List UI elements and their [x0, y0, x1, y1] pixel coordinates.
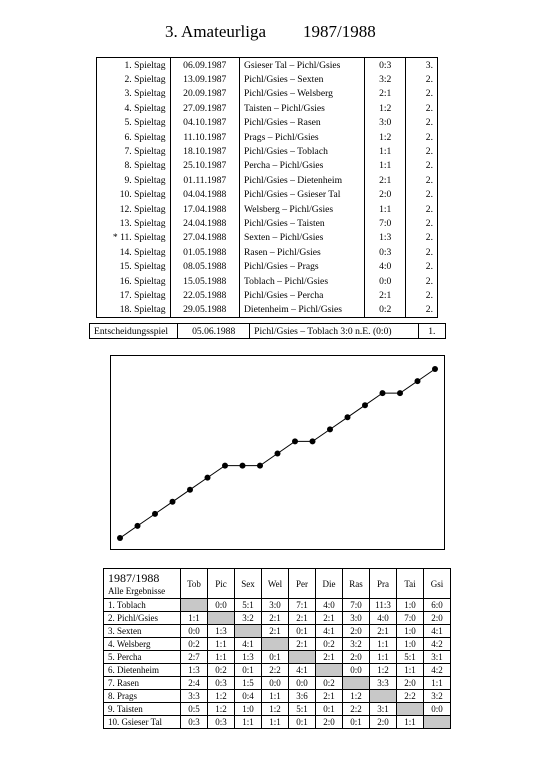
match-pairing: Pichl/Gsies – Dietenheim [239, 173, 364, 187]
schedule-row [97, 87, 438, 101]
decider-match: Pichl/Gsies – Toblach 3:0 n.E. (0:0) [250, 324, 419, 339]
matrix-row [104, 599, 451, 612]
schedule-row [97, 259, 438, 273]
table-position: 3. [406, 58, 438, 73]
match-score: 0:3 [365, 58, 406, 73]
chart-point [275, 451, 281, 457]
matrix-diagonal-cell [208, 612, 235, 625]
match-date: 15.05.1988 [170, 274, 239, 288]
matrix-row [104, 703, 451, 716]
matrix-result-cell: 1:2 [262, 703, 289, 716]
matchday: 3. Spieltag [97, 87, 171, 101]
chart-point [327, 426, 333, 432]
matchday: 10. Spieltag [97, 188, 171, 202]
matchday: 8. Spieltag [97, 159, 171, 173]
matrix-result-cell: 1:2 [208, 690, 235, 703]
table-position: 2. [406, 101, 438, 115]
match-score: 2:0 [365, 188, 406, 202]
matrix-team-name: 5. Percha [104, 651, 181, 664]
matrix-row [104, 612, 451, 625]
chart-point [205, 475, 211, 481]
matrix-result-cell: 1:0 [397, 638, 424, 651]
table-position: 2. [406, 274, 438, 288]
match-pairing: Pichl/Gsies – Percha [239, 288, 364, 302]
matrix-result-cell: 1:1 [208, 651, 235, 664]
matrix-result-cell: 0:0 [289, 677, 316, 690]
chart-point [310, 438, 316, 444]
match-pairing: Gsieser Tal – Pichl/Gsies [239, 58, 364, 73]
matrix-result-cell: 0:3 [208, 677, 235, 690]
match-date: 24.04.1988 [170, 216, 239, 230]
matchday: 18. Spieltag [97, 303, 171, 318]
match-score: 0:0 [365, 274, 406, 288]
matrix-result-cell: 3:3 [370, 677, 397, 690]
matchday: 9. Spieltag [97, 173, 171, 187]
match-score: 2:1 [365, 87, 406, 101]
matrix-result-cell: 4:1 [424, 625, 451, 638]
table-position: 2. [406, 216, 438, 230]
match-score: 1:1 [365, 202, 406, 216]
matrix-result-cell: 2:1 [316, 651, 343, 664]
matrix-diagonal-cell [316, 664, 343, 677]
matrix-result-cell: 0:1 [262, 651, 289, 664]
matrix-column-header: Ras [343, 569, 370, 599]
schedule-row [97, 173, 438, 187]
match-date: 17.04.1988 [170, 202, 239, 216]
match-score: 1:1 [365, 159, 406, 173]
decider-label: Entscheidungsspiel [90, 324, 178, 339]
match-score: 3:0 [365, 116, 406, 130]
matrix-column-header: Tob [181, 569, 208, 599]
matrix-result-cell: 2:1 [316, 612, 343, 625]
match-pairing: Toblach – Pichl/Gsies [239, 274, 364, 288]
chart-point [222, 463, 228, 469]
matrix-result-cell: 2:2 [262, 664, 289, 677]
matrix-result-cell: 0:5 [181, 703, 208, 716]
matrix-result-cell: 5:1 [397, 651, 424, 664]
matrix-diagonal-cell [289, 651, 316, 664]
match-pairing: Pichl/Gsies – Toblach [239, 144, 364, 158]
matchday: 16. Spieltag [97, 274, 171, 288]
matrix-result-cell: 1:2 [208, 703, 235, 716]
matrix-result-cell: 3:1 [370, 703, 397, 716]
matrix-result-cell: 1:1 [370, 638, 397, 651]
matrix-row [104, 690, 451, 703]
matrix-result-cell: 1:1 [370, 651, 397, 664]
matrix-result-cell: 3:2 [424, 690, 451, 703]
match-pairing: Percha – Pichl/Gsies [239, 159, 364, 173]
matrix-result-cell: 0:3 [208, 716, 235, 729]
matchday: 12. Spieltag [97, 202, 171, 216]
match-pairing: Pichl/Gsies – Taisten [239, 216, 364, 230]
matchday: * 11. Spieltag [97, 231, 171, 245]
matrix-column-header: Pra [370, 569, 397, 599]
match-date: 06.09.1987 [170, 58, 239, 73]
matrix-result-cell: 1:3 [208, 625, 235, 638]
matrix-result-cell: 1:0 [397, 625, 424, 638]
match-score: 1:3 [365, 231, 406, 245]
matchday: 14. Spieltag [97, 245, 171, 259]
match-date: 04.10.1987 [170, 116, 239, 130]
matrix-result-cell: 1:3 [235, 651, 262, 664]
matrix-result-cell: 2:1 [316, 690, 343, 703]
match-date: 01.11.1987 [170, 173, 239, 187]
matrix-team-name: 10. Gsieser Tal [104, 716, 181, 729]
matrix-row [104, 716, 451, 729]
matrix-result-cell: 0:1 [343, 716, 370, 729]
matrix-result-cell: 5:1 [235, 599, 262, 612]
matrix-result-cell: 1:2 [370, 664, 397, 677]
matrix-result-cell: 2:0 [343, 625, 370, 638]
schedule-table [96, 57, 438, 318]
matrix-result-cell: 3:1 [424, 651, 451, 664]
matrix-diagonal-cell [343, 677, 370, 690]
matrix-result-cell: 1:1 [235, 716, 262, 729]
matrix-result-cell: 0:1 [235, 664, 262, 677]
matrix-result-cell: 1:1 [208, 638, 235, 651]
matrix-team-name: 2. Pichl/Gsies [104, 612, 181, 625]
matrix-result-cell: 2:1 [262, 612, 289, 625]
matchday: 5. Spieltag [97, 116, 171, 130]
table-position: 2. [406, 116, 438, 130]
table-position: 2. [406, 288, 438, 302]
match-score: 1:1 [365, 144, 406, 158]
matrix-diagonal-cell [397, 703, 424, 716]
match-date: 18.10.1987 [170, 144, 239, 158]
matrix-column-header: Wel [262, 569, 289, 599]
matrix-result-cell: 2:0 [316, 716, 343, 729]
chart-point [415, 378, 421, 384]
match-score: 2:1 [365, 288, 406, 302]
table-position: 2. [406, 202, 438, 216]
match-date: 04.04.1988 [170, 188, 239, 202]
match-score: 0:2 [365, 303, 406, 318]
match-date: 01.05.1988 [170, 245, 239, 259]
matrix-result-cell: 4:1 [235, 638, 262, 651]
match-pairing: Prags – Pichl/Gsies [239, 130, 364, 144]
matrix-result-cell: 2:1 [370, 625, 397, 638]
matrix-column-header: Sex [235, 569, 262, 599]
match-pairing: Dietenheim – Pichl/Gsies [239, 303, 364, 318]
matrix-result-cell: 2:0 [343, 651, 370, 664]
match-pairing: Rasen – Pichl/Gsies [239, 245, 364, 259]
table-position: 2. [406, 303, 438, 318]
schedule-row [97, 101, 438, 115]
matrix-result-cell: 2:4 [181, 677, 208, 690]
matrix-column-header: Per [289, 569, 316, 599]
matrix-result-cell: 0:2 [316, 638, 343, 651]
matrix-diagonal-cell [370, 690, 397, 703]
matrix-result-cell: 0:1 [289, 716, 316, 729]
match-pairing: Welsberg – Pichl/Gsies [239, 202, 364, 216]
match-date: 29.05.1988 [170, 303, 239, 318]
matrix-team-name: 4. Welsberg [104, 638, 181, 651]
matrix-result-cell: 2:1 [289, 638, 316, 651]
schedule-row [97, 288, 438, 302]
matchday: 4. Spieltag [97, 101, 171, 115]
matrix-result-cell: 1:5 [235, 677, 262, 690]
matrix-column-header: Pic [208, 569, 235, 599]
schedule-row [97, 130, 438, 144]
matrix-result-cell: 0:0 [262, 677, 289, 690]
matrix-result-cell: 0:2 [208, 664, 235, 677]
matrix-result-cell: 1:1 [262, 690, 289, 703]
table-position: 2. [406, 144, 438, 158]
match-score: 3:2 [365, 72, 406, 86]
matrix-row [104, 638, 451, 651]
match-date: 27.04.1988 [170, 231, 239, 245]
matrix-result-cell: 1:2 [343, 690, 370, 703]
table-position: 2. [406, 72, 438, 86]
matrix-result-cell: 3:6 [289, 690, 316, 703]
matrix-team-name: 7. Rasen [104, 677, 181, 690]
matrix-result-cell: 0:1 [289, 625, 316, 638]
chart-point [432, 366, 438, 372]
schedule-row [97, 274, 438, 288]
matrix-result-cell: 5:1 [289, 703, 316, 716]
matrix-team-name: 6. Dietenheim [104, 664, 181, 677]
matchday: 15. Spieltag [97, 259, 171, 273]
matrix-corner [104, 569, 181, 599]
matrix-result-cell: 0:1 [316, 703, 343, 716]
decider-row [90, 324, 446, 339]
match-date: 25.10.1987 [170, 159, 239, 173]
matrix-result-cell: 1:3 [181, 664, 208, 677]
match-date: 27.09.1987 [170, 101, 239, 115]
matrix-result-cell: 4:2 [424, 638, 451, 651]
matrix-result-cell: 7:1 [289, 599, 316, 612]
matrix-result-cell: 3:2 [343, 638, 370, 651]
matrix-result-cell: 4:0 [370, 612, 397, 625]
table-position: 2. [406, 130, 438, 144]
schedule-row [97, 303, 438, 318]
matrix-subtitle: Alle Ergebnisse [108, 586, 166, 596]
schedule-row [97, 159, 438, 173]
match-pairing: Pichl/Gsies – Sexten [239, 72, 364, 86]
matrix-result-cell: 7:0 [343, 599, 370, 612]
table-position: 2. [406, 173, 438, 187]
match-pairing: Pichl/Gsies – Prags [239, 259, 364, 273]
match-date: 11.10.1987 [170, 130, 239, 144]
matrix-result-cell: 1:1 [181, 612, 208, 625]
chart-point [345, 414, 351, 420]
matrix-result-cell: 11:3 [370, 599, 397, 612]
matrix-column-header: Tai [397, 569, 424, 599]
match-pairing: Sexten – Pichl/Gsies [239, 231, 364, 245]
matchday: 17. Spieltag [97, 288, 171, 302]
matrix-result-cell: 2:2 [343, 703, 370, 716]
match-date: 22.05.1988 [170, 288, 239, 302]
matrix-result-cell: 4:0 [316, 599, 343, 612]
matrix-result-cell: 2:1 [289, 612, 316, 625]
decider-pos: 1. [418, 324, 445, 339]
matrix-result-cell: 4:2 [424, 664, 451, 677]
matrix-result-cell: 3:2 [235, 612, 262, 625]
chart-point [362, 402, 368, 408]
matrix-diagonal-cell [424, 716, 451, 729]
matrix-result-cell: 0:0 [424, 703, 451, 716]
schedule-row [97, 144, 438, 158]
chart-point [187, 487, 193, 493]
matrix-result-cell: 2:0 [397, 677, 424, 690]
schedule-row [97, 72, 438, 86]
matrix-diagonal-cell [181, 599, 208, 612]
matrix-result-cell: 0:2 [181, 638, 208, 651]
match-date: 20.09.1987 [170, 87, 239, 101]
matrix-team-name: 8. Prags [104, 690, 181, 703]
matrix-result-cell: 3:0 [262, 599, 289, 612]
matrix-result-cell: 3:3 [181, 690, 208, 703]
decider-date: 05.06.1988 [178, 324, 250, 339]
matrix-result-cell: 2:1 [262, 625, 289, 638]
schedule-row [97, 58, 438, 73]
matrix-result-cell: 0:0 [343, 664, 370, 677]
matrix-team-name: 3. Sexten [104, 625, 181, 638]
matrix-result-cell: 0:0 [181, 625, 208, 638]
table-position: 2. [406, 159, 438, 173]
chart-point [257, 463, 263, 469]
matchday: 2. Spieltag [97, 72, 171, 86]
matrix-result-cell: 1:0 [397, 599, 424, 612]
matrix-result-cell: 1:1 [397, 716, 424, 729]
season-title: 1987/1988 [303, 22, 376, 41]
table-position: 2. [406, 188, 438, 202]
chart-point [135, 523, 141, 529]
matrix-column-header: Die [316, 569, 343, 599]
matrix-result-cell: 1:0 [235, 703, 262, 716]
matrix-year: 1987/1988 [108, 571, 160, 585]
table-position: 2. [406, 231, 438, 245]
matrix-result-cell: 4:1 [289, 664, 316, 677]
matrix-result-cell: 7:0 [397, 612, 424, 625]
table-position: 2. [406, 87, 438, 101]
matchday: 7. Spieltag [97, 144, 171, 158]
schedule-row [97, 188, 438, 202]
matrix-result-cell: 2:0 [370, 716, 397, 729]
matrix-result-cell: 2:7 [181, 651, 208, 664]
matrix-diagonal-cell [262, 638, 289, 651]
schedule-row [97, 116, 438, 130]
matrix-result-cell: 2:2 [397, 690, 424, 703]
matrix-row [104, 664, 451, 677]
matrix-result-cell: 0:0 [208, 599, 235, 612]
chart-point [292, 438, 298, 444]
schedule-row [97, 231, 438, 245]
matrix-column-header: Gsi [424, 569, 451, 599]
match-score: 2:1 [365, 173, 406, 187]
matrix-result-cell: 4:1 [316, 625, 343, 638]
matrix-team-name: 9. Taisten [104, 703, 181, 716]
chart-point [170, 499, 176, 505]
chart-point [397, 390, 403, 396]
chart-point [380, 390, 386, 396]
chart-point [240, 463, 246, 469]
matrix-result-cell: 0:2 [316, 677, 343, 690]
matrix-diagonal-cell [235, 625, 262, 638]
league-title: 3. Amateurliga [165, 22, 267, 41]
points-chart [110, 355, 445, 550]
matrix-result-cell: 1:1 [424, 677, 451, 690]
matchday: 1. Spieltag [97, 58, 171, 73]
matrix-team-name: 1. Toblach [104, 599, 181, 612]
table-position: 2. [406, 259, 438, 273]
match-score: 0:3 [365, 245, 406, 259]
matrix-result-cell: 0:3 [181, 716, 208, 729]
match-score: 1:2 [365, 130, 406, 144]
match-date: 13.09.1987 [170, 72, 239, 86]
matrix-result-cell: 0:4 [235, 690, 262, 703]
matrix-row [104, 677, 451, 690]
matrix-result-cell: 1:1 [397, 664, 424, 677]
decider-table [89, 323, 446, 339]
results-matrix [103, 568, 451, 729]
chart-point [117, 535, 123, 541]
match-pairing: Taisten – Pichl/Gsies [239, 101, 364, 115]
schedule-row [97, 216, 438, 230]
matrix-row [104, 625, 451, 638]
match-score: 1:2 [365, 101, 406, 115]
table-position: 2. [406, 245, 438, 259]
match-pairing: Pichl/Gsies – Gsieser Tal [239, 188, 364, 202]
match-pairing: Pichl/Gsies – Rasen [239, 116, 364, 130]
match-score: 7:0 [365, 216, 406, 230]
matrix-row [104, 651, 451, 664]
match-score: 4:0 [365, 259, 406, 273]
schedule-row [97, 245, 438, 259]
schedule-row [97, 202, 438, 216]
match-pairing: Pichl/Gsies – Welsberg [239, 87, 364, 101]
matchday: 6. Spieltag [97, 130, 171, 144]
matrix-result-cell: 6:0 [424, 599, 451, 612]
matrix-result-cell: 1:1 [262, 716, 289, 729]
match-date: 08.05.1988 [170, 259, 239, 273]
matchday: 13. Spieltag [97, 216, 171, 230]
matrix-result-cell: 2:0 [424, 612, 451, 625]
matrix-result-cell: 3:0 [343, 612, 370, 625]
chart-point [152, 511, 158, 517]
